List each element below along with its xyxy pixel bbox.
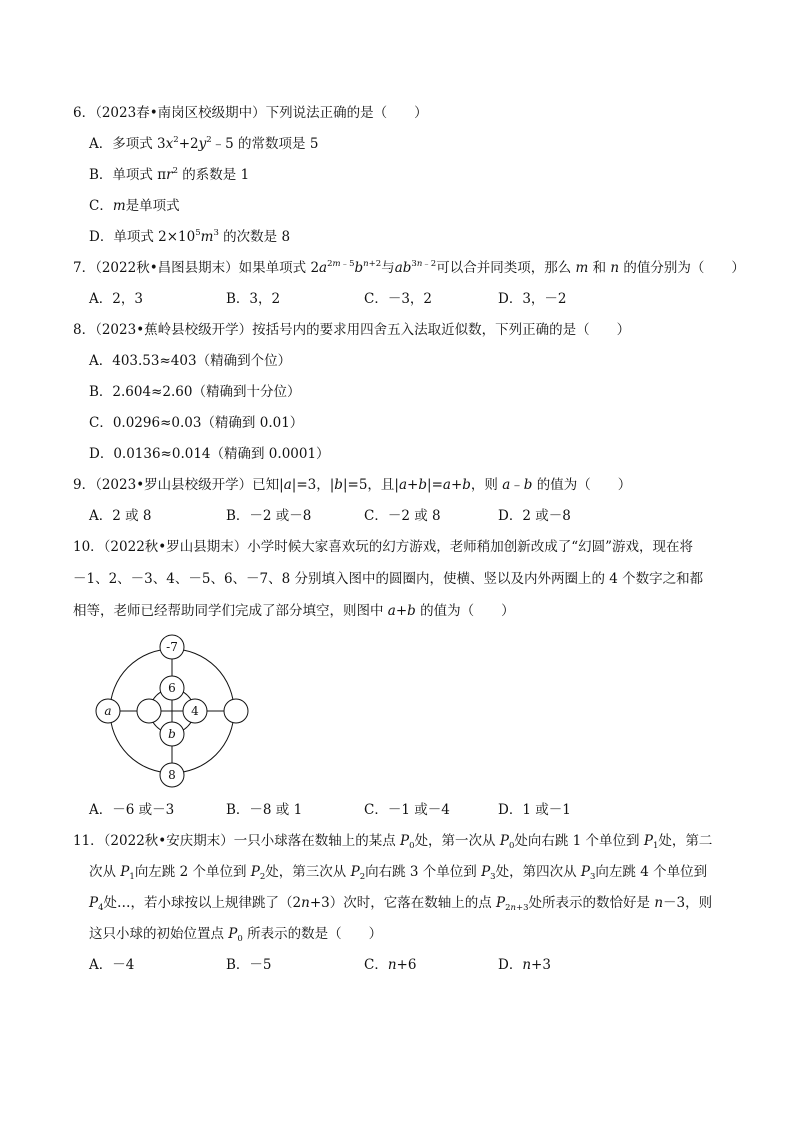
question-8-option-a: A．403.53≈403（精确到个位）	[89, 353, 292, 369]
question-11-option-b: B．－5	[226, 957, 272, 973]
question-6-option-c: C．m是单项式	[89, 198, 180, 214]
question-7-option-c: C．－3，2	[364, 291, 433, 307]
question-11-option-a: A．－4	[89, 957, 135, 973]
question-10-option-b: B．－8 或 1	[226, 802, 303, 818]
node-inner-right-label: 4	[191, 704, 199, 718]
node-top-label: -7	[166, 640, 178, 654]
question-11-line-2: 次从 $P_1$向左跳 2 个单位到 $P_2$处，第三次从 $P_2$向右跳 3 个单位到 $P_3$处，第四次从 $P_3$向左跳 4 个单位到	[89, 864, 708, 882]
question-8-stem: 8．（2023•蕉岭县校级开学）按括号内的要求用四舍五入法取近似数，下列正确的是（ ）	[73, 322, 631, 338]
question-7-option-b: B．3，2	[226, 291, 281, 307]
question-10-option-a: A．－6 或－3	[89, 802, 175, 818]
question-6-stem: 6．（2023春•南岗区校级期中）下列说法正确的是（ ）	[73, 105, 428, 121]
question-10-line-1: 10．（2022秋•罗山县期末）小学时候大家喜欢玩的幻方游戏，老师稍加创新改成了“幻圆”游戏，现在将	[73, 539, 694, 555]
question-8-option-d: D．0.0136≈0.014（精确到 0.0001）	[89, 446, 330, 462]
question-7-option-d: D．3，－2	[498, 291, 567, 307]
node-inner-top-label: 6	[168, 681, 176, 695]
node-left-label: a	[104, 704, 112, 718]
question-11-line-3: $P_4$处…，若小球按以上规律跳了（2n+3）次时，它落在数轴上的点 $P_{2n+3}$处所表示的数恰好是 n－3，则	[89, 895, 713, 913]
node-inner-bottom-label: b	[168, 727, 176, 741]
question-10-option-d: D．1 或－1	[498, 802, 571, 818]
question-11-line-4: 这只小球的初始位置点 $P_0$ 所表示的数是（ ）	[89, 926, 383, 944]
question-9-option-d: D．2 或－8	[498, 508, 571, 524]
question-9-option-b: B．－2 或－8	[226, 508, 312, 524]
question-6-option-a: A．多项式 $3x^2+2y^2﹣5$ 的常数项是 5	[89, 135, 319, 152]
question-9-stem: 9．（2023•罗山县校级开学）已知|a|=3，|b|=5，且|a+b|=a+b，则 a﹣b 的值为（ ）	[73, 477, 632, 493]
question-6-option-d: D．单项式 $2\times 10^5m^3$ 的次数是 8	[89, 228, 291, 245]
node-bottom-label: 8	[168, 768, 176, 782]
question-11-line-1: 11．（2022秋•安庆期末）一只小球落在数轴上的某点 $P_0$处，第一次从 $P_0$处向右跳 1 个单位到 $P_1$处，第二	[73, 833, 713, 851]
question-7-option-a: A．2，3	[89, 291, 143, 307]
question-8-option-b: B．2.604≈2.60（精确到十分位）	[89, 384, 301, 400]
question-11-option-d: D．n+3	[498, 957, 551, 973]
node-right	[224, 699, 248, 723]
magic-circle-figure	[88, 630, 253, 790]
question-10-option-c: C．－1 或－4	[364, 802, 450, 818]
question-8-option-c: C．0.0296≈0.03（精确到 0.01）	[89, 415, 304, 431]
question-9-option-a: A．2 或 8	[89, 508, 152, 524]
question-10-line-2: －1、2、－3、4、－5、6、－7、8 分别填入图中的圆圈内，使横、竖以及内外两圈上的 4 个数字之和都	[73, 571, 704, 587]
question-10-line-3: 相等，老师已经帮助同学们完成了部分填空，则图中 a+b 的值为（ ）	[73, 603, 515, 619]
question-7-stem: 7．（2022秋•昌图县期末）如果单项式 $2a^{2m﹣5}b^{n+2}$与$ab^{3n﹣2}$可以合并同类项，那么 m 和 n 的值分别为（ ）	[73, 259, 745, 276]
question-9-option-c: C．－2 或 8	[364, 508, 441, 524]
question-11-option-c: C．n+6	[364, 957, 417, 973]
question-6-option-b: B．单项式 $\pi r^2$ 的系数是 1	[89, 166, 250, 183]
node-inner-left	[137, 699, 161, 723]
